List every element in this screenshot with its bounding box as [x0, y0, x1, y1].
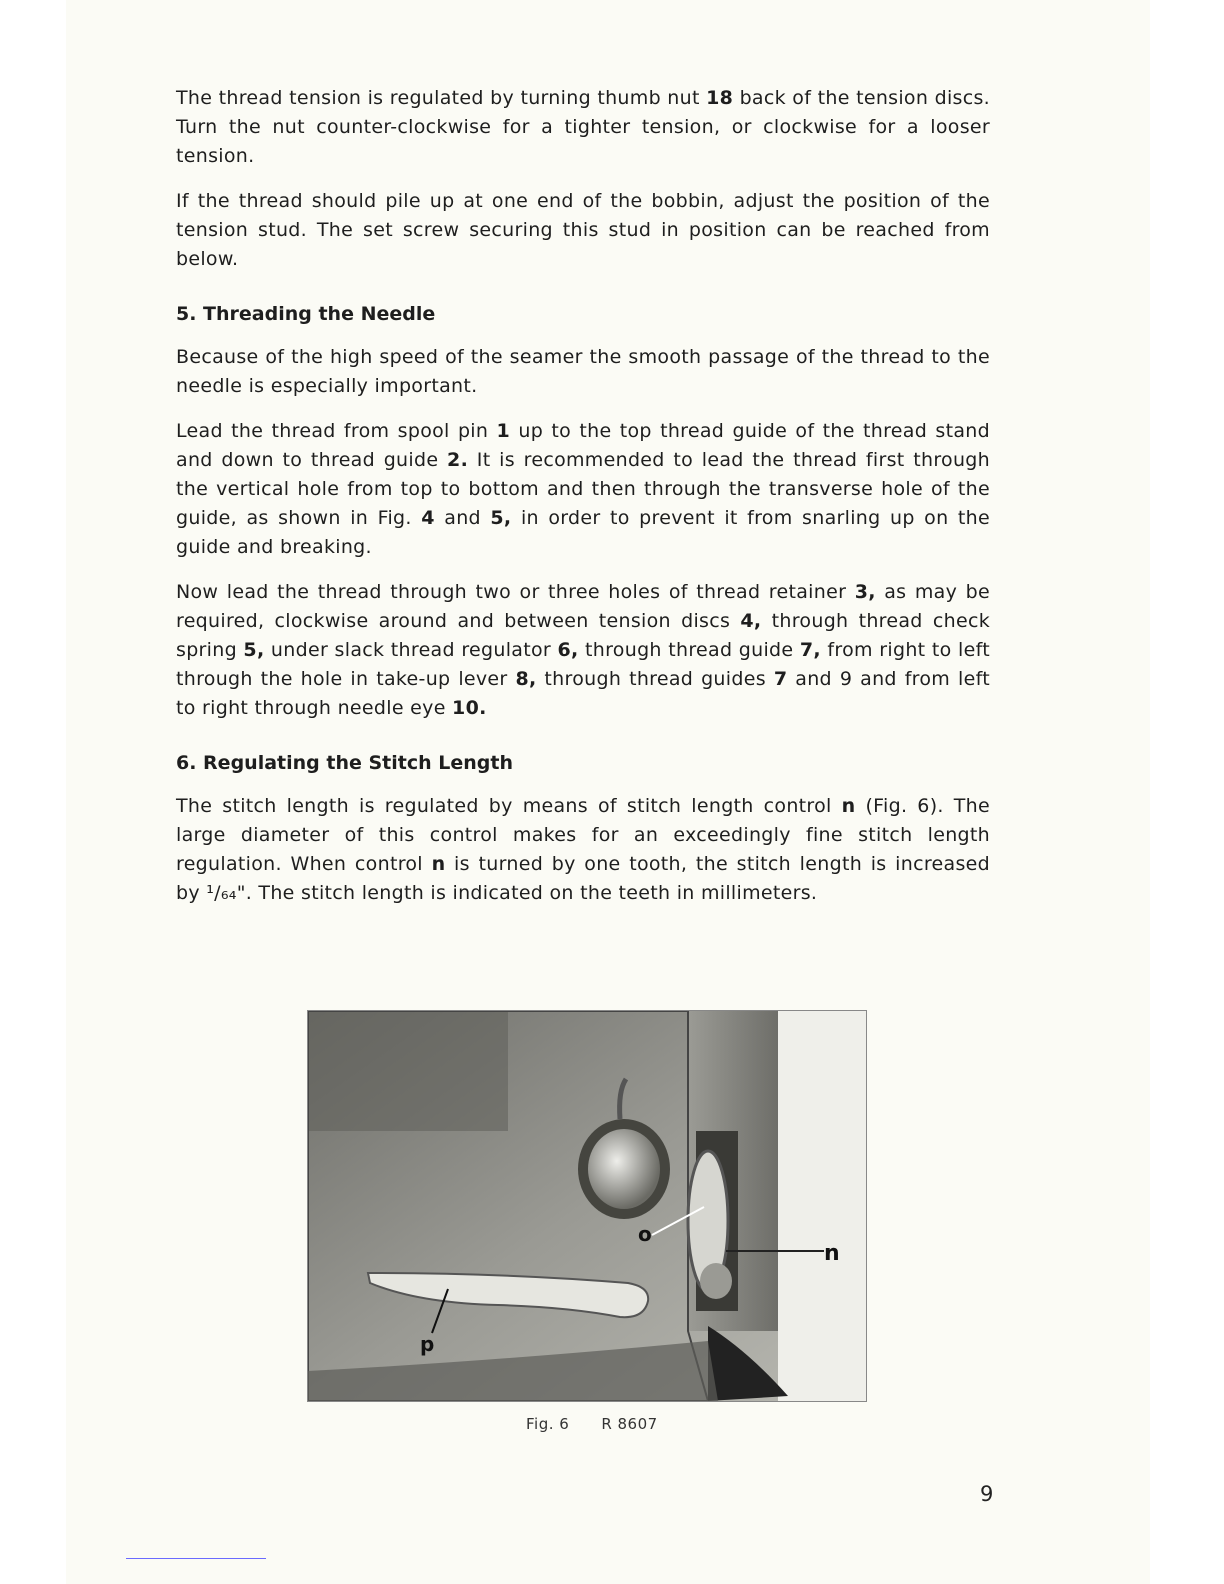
footer-rule: [126, 1558, 266, 1559]
paragraph-stitch-length: The stitch length is regulated by means of stitch length control n (Fig. 6). The large diameter of this control makes for an exceedingly fine stitch length regulation. When control n is turned by one tooth, the stitch length is increased by ¹/₆₄". The stitch length is indicated on the teeth in millimeters.: [176, 795, 990, 904]
paragraph-bobbin: If the thread should pile up at one end of the bobbin, adjust the position of the tension stud. The set screw securing this stud in position can be reached from below.: [176, 190, 990, 270]
machine-photo: [308, 1011, 866, 1401]
figure-stitch-length-control: [307, 1010, 867, 1402]
label-p: p: [420, 1332, 435, 1356]
figure-caption: [526, 1415, 690, 1433]
page-number: 9: [980, 1482, 994, 1506]
section-heading-stitch-length: 6. Regulating the Stitch Length: [176, 752, 513, 774]
paragraph-tension: The thread tension is regulated by turning thumb nut 18 back of the tension discs. Turn the nut counter-clockwise for a tighter tension, or clockwise for a looser tension.: [176, 87, 991, 167]
paragraph-threading-path: Now lead the thread through two or three holes of thread retainer 3, as may be required, clockwise around and between tension discs 4, through thread check spring 5, under slack thread regulator 6, through thread guide 7, from right to left through the hole in take-up lever 8, through thread guides 7 and 9 and from left to right through needle eye 10.: [176, 581, 990, 719]
label-o: o: [638, 1222, 652, 1246]
paragraph-speed: Because of the high speed of the seamer the smooth passage of the thread to the needle is especially important.: [176, 346, 990, 397]
label-n: n: [824, 1241, 840, 1266]
section-heading-threading: 5. Threading the Needle: [176, 303, 436, 325]
caption-figure-number: Fig. 6: [526, 1415, 570, 1433]
paragraph-lead-thread: Lead the thread from spool pin 1 up to the top thread guide of the thread stand and down to thread guide 2. It is recommended to lead the thread first through the vertical hole from top to bottom and then through the transverse hole of the guide, as shown in Fig. 4 and 5, in order to prevent it from snarling up on the guide and breaking.: [176, 420, 990, 558]
document-body: [176, 84, 990, 924]
caption-reference: R 8607: [601, 1415, 658, 1433]
